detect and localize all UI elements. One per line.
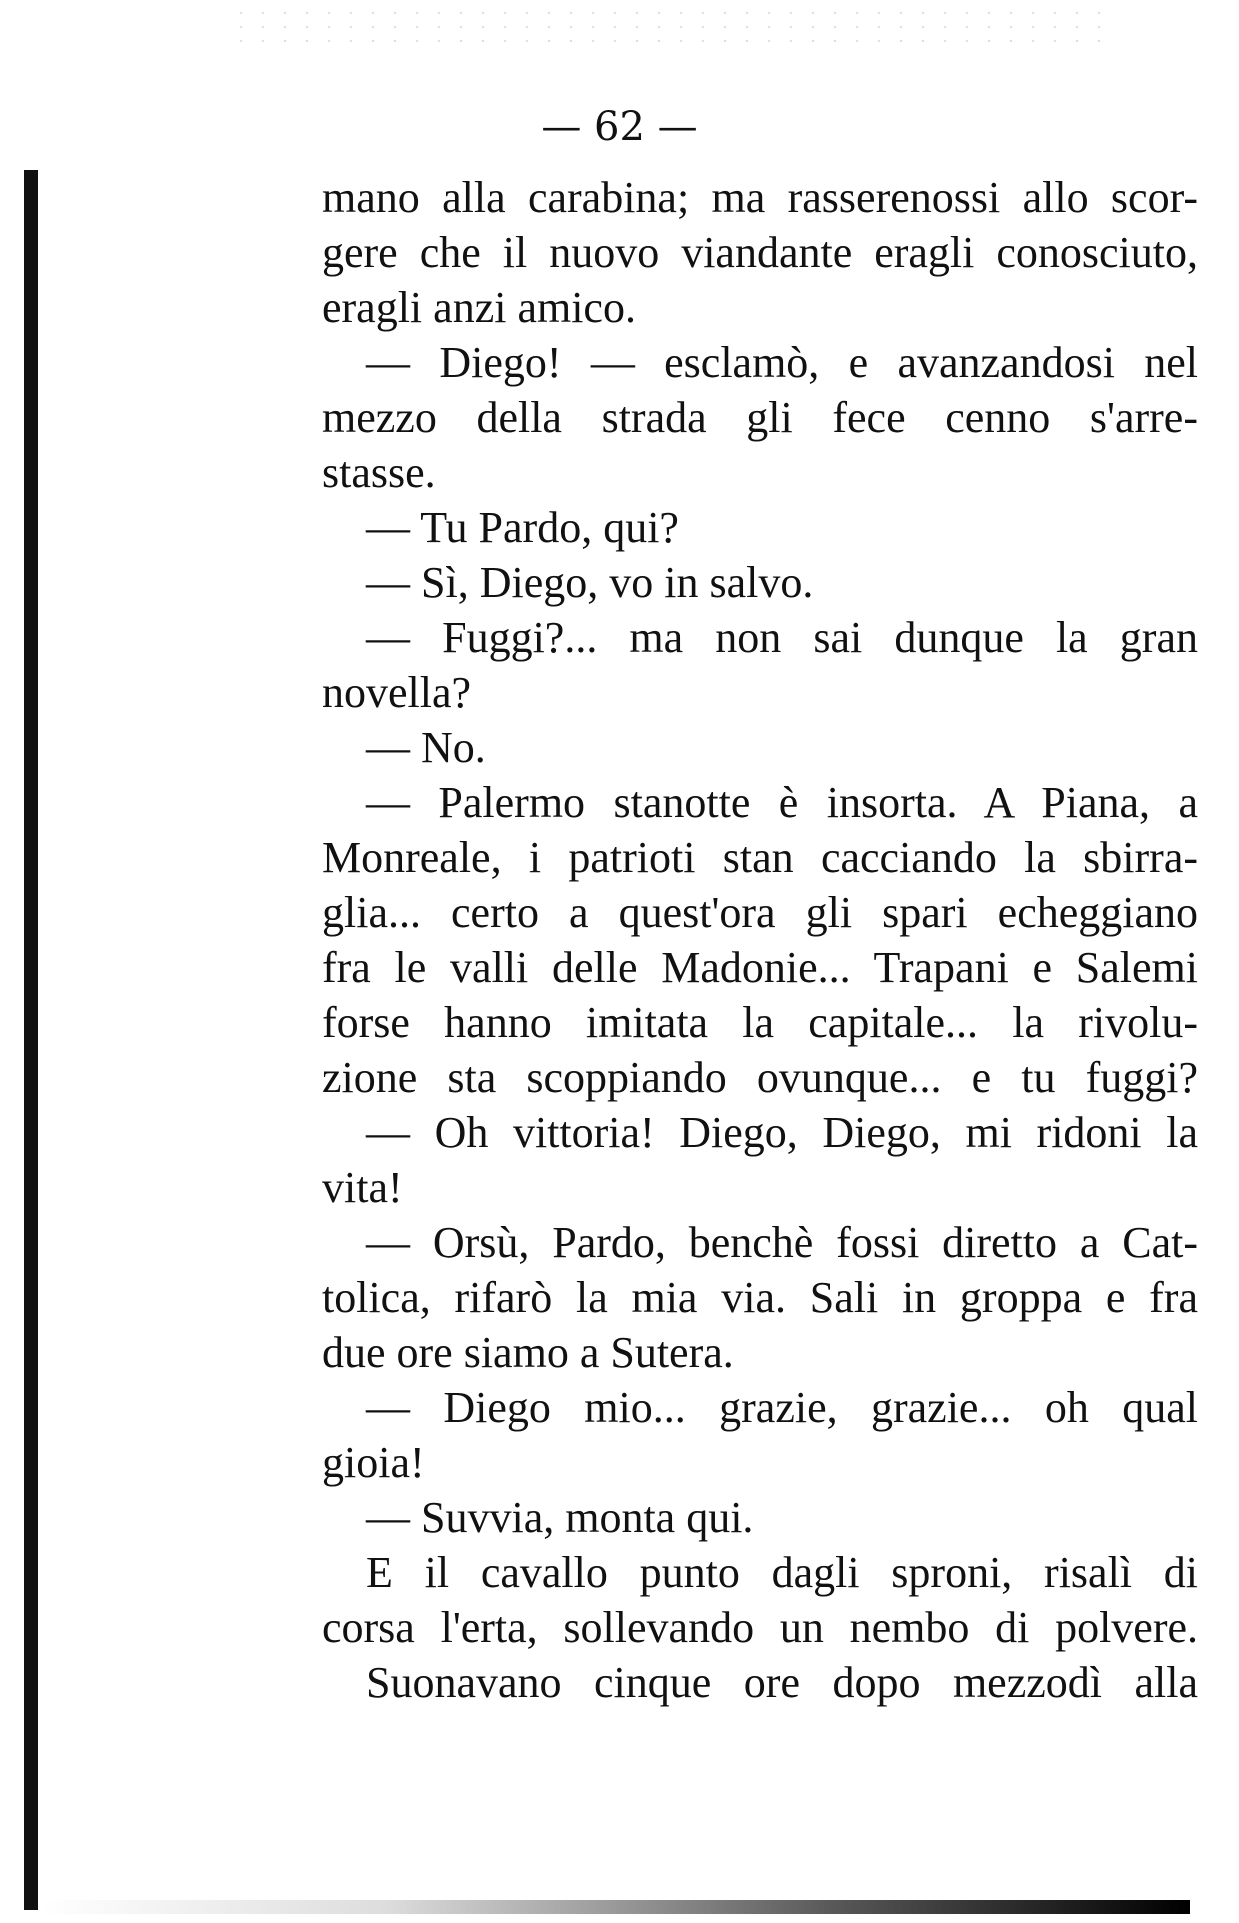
text-line: fra le valli delle Madonie... Trapani e Salemi <box>322 943 1198 992</box>
text-line: mano alla carabina; ma rasserenossi allo scor- <box>322 173 1198 222</box>
text-line: E il cavallo punto dagli sproni, risalì di <box>366 1548 1198 1597</box>
text-line: Monreale, i patrioti stan cacciando la sbirra- <box>322 833 1198 882</box>
text-line: Suonavano cinque ore dopo mezzodì alla <box>366 1658 1198 1707</box>
text-line: — Palermo stanotte è insorta. A Piana, a <box>366 778 1198 827</box>
scan-noise <box>230 6 1110 46</box>
body-text <box>322 170 1198 1710</box>
text-line: eragli anzi amico. <box>322 283 636 332</box>
text-line: — Sì, Diego, vo in salvo. <box>366 558 814 607</box>
text-line: tolica, rifarò la mia via. Sali in groppa e fra <box>322 1273 1198 1322</box>
text-line: — Diego mio... grazie, grazie... oh qual <box>366 1383 1198 1432</box>
text-line: stasse. <box>322 448 436 497</box>
text-line: — Orsù, Pardo, benchè fossi diretto a Cat- <box>366 1218 1198 1267</box>
text-line: — Suvvia, monta qui. <box>366 1493 754 1542</box>
text-line: gere che il nuovo viandante eragli conosciuto, <box>322 228 1198 277</box>
text-line: due ore siamo a Sutera. <box>322 1328 734 1377</box>
page-spine-edge <box>24 170 38 1910</box>
text-line: zione sta scoppiando ovunque... e tu fuggi? <box>322 1053 1198 1102</box>
text-line: vita! <box>322 1163 403 1212</box>
text-line: corsa l'erta, sollevando un nembo di polvere. <box>322 1603 1198 1652</box>
page-bottom-edge <box>40 1900 1190 1914</box>
text-line: — No. <box>366 723 486 772</box>
text-line: novella? <box>322 668 472 717</box>
text-line: mezzo della strada gli fece cenno s'arre- <box>322 393 1198 442</box>
text-line: — Diego! — esclamò, e avanzandosi nel <box>366 338 1198 387</box>
text-line: gioia! <box>322 1438 425 1487</box>
text-line: — Tu Pardo, qui? <box>366 503 679 552</box>
text-line: — Oh vittoria! Diego, Diego, mi ridoni la <box>366 1108 1198 1157</box>
text-line: forse hanno imitata la capitale... la rivolu- <box>322 998 1198 1047</box>
page-number: — 62 — <box>541 104 698 150</box>
text-line: — Fuggi?... ma non sai dunque la gran <box>366 613 1198 662</box>
text-line: glia... certo a quest'ora gli spari echeggiano <box>322 888 1198 937</box>
